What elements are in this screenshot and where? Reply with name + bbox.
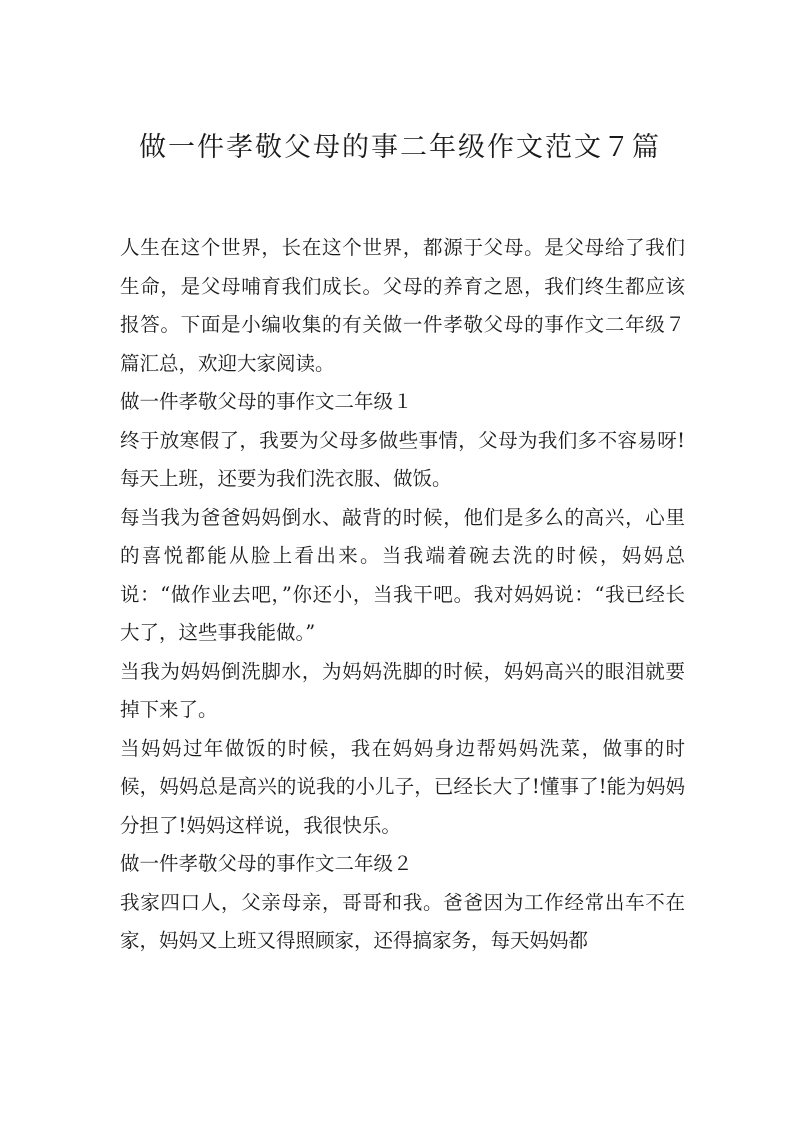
body-paragraph: 每当我为爸爸妈妈倒水、敲背的时候，他们是多么的高兴，心里的喜悦都能从脸上看出来。当我端着碗去洗的时候，妈妈总说：“做作业去吧，”你还小，当我干吧。我对妈妈说：“我已经长大了，这些事我能做。” [120, 505, 685, 644]
body-paragraph: 当妈妈过年做饭的时候，我在妈妈身边帮妈妈洗菜，做事的时候，妈妈总是高兴的说我的小儿子，已经长大了!懂事了!能为妈妈分担了!妈妈这样说，我很快乐。 [120, 736, 685, 837]
document-title: 做一件孝敬父母的事二年级作文范文７篇 [139, 132, 661, 163]
body-paragraph: 终于放寒假了，我要为父母多做些事情，父母为我们多不容易呀!每天上班，还要为我们洗衣服、做饭。 [120, 428, 685, 490]
section-heading-2: 做一件孝敬父母的事作文二年级２ [120, 852, 413, 875]
document-body [120, 229, 685, 961]
intro-paragraph: 人生在这个世界，长在这个世界，都源于父母。是父母给了我们生命，是父母哺育我们成长。父母的养育之恩，我们终生都应该报答。下面是小编收集的有关做一件孝敬父母的事作文二年级７篇汇总，欢迎大家阅读。 [120, 236, 685, 375]
body-paragraph: 我家四口人，父亲母亲，哥哥和我。爸爸因为工作经常出车不在家，妈妈又上班又得照顾家，还得搞家务，每天妈妈都 [120, 890, 685, 952]
body-paragraph: 当我为妈妈倒洗脚水，为妈妈洗脚的时候，妈妈高兴的眼泪就要掉下来了。 [120, 659, 685, 721]
section-heading-1: 做一件孝敬父母的事作文二年级１ [120, 390, 413, 413]
